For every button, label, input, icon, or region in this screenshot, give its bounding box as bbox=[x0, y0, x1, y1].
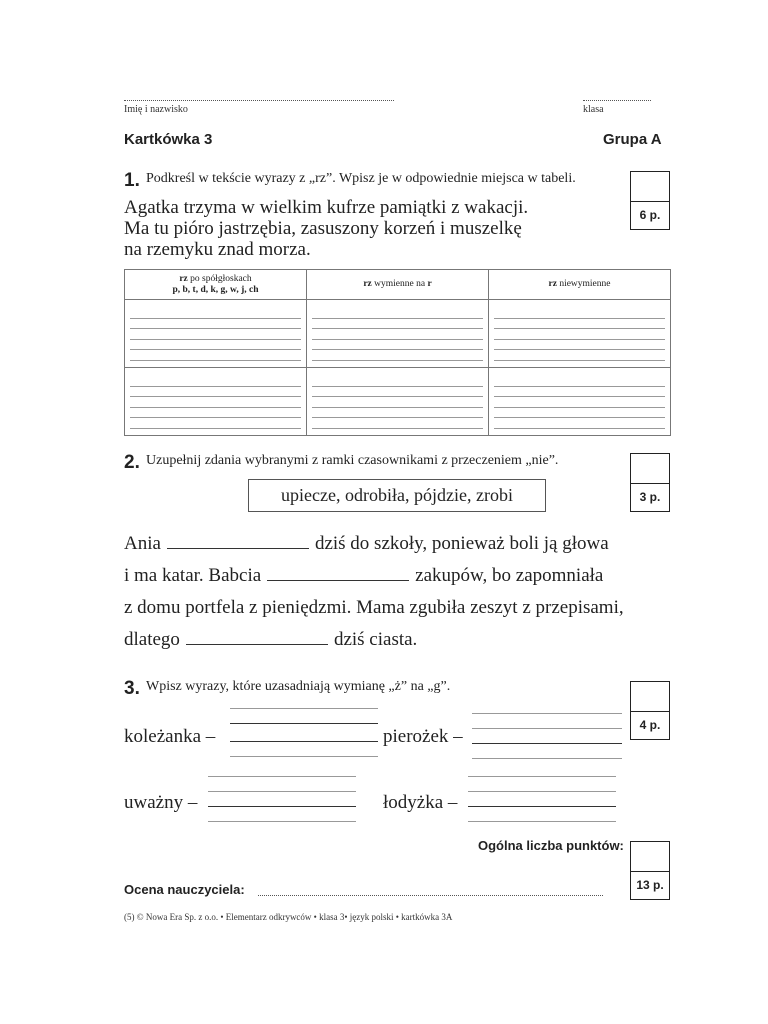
table-header-consonants: rz po spółgłoskach p, b, t, d, k, g, w, j, ch bbox=[125, 270, 307, 300]
answer-line[interactable] bbox=[208, 806, 356, 807]
task1-points-label: 6 p. bbox=[639, 208, 661, 222]
total-score-field[interactable] bbox=[631, 842, 669, 872]
table-header-exchangeable: rz wymienne na r bbox=[307, 270, 489, 300]
answer-line[interactable] bbox=[472, 713, 622, 714]
task3-instruction: Wpisz wyrazy, które uzasadniają wymianę „ż” na „g”. bbox=[146, 679, 451, 694]
name-label: Imię i nazwisko bbox=[124, 104, 188, 115]
class-dotted-line[interactable] bbox=[583, 100, 651, 101]
table-cell-answer[interactable] bbox=[307, 300, 489, 368]
blank-line[interactable] bbox=[186, 643, 328, 645]
table-cell-answer[interactable] bbox=[125, 368, 307, 436]
answer-line[interactable] bbox=[468, 776, 616, 777]
task3-score-field[interactable] bbox=[631, 682, 669, 712]
task1-instruction: Podkreśl w tekście wyrazy z „rz”. Wpisz je w odpowiednie miejsca w tabeli. bbox=[146, 171, 576, 186]
answer-line[interactable] bbox=[230, 708, 378, 709]
name-dotted-line[interactable] bbox=[124, 100, 394, 101]
answer-line[interactable] bbox=[208, 821, 356, 822]
task2-score-field[interactable] bbox=[631, 454, 669, 484]
quiz-title: Kartkówka 3 bbox=[124, 131, 213, 148]
task3-points-box bbox=[630, 681, 670, 740]
sentence-4: dlatego dziś ciasta. bbox=[124, 629, 418, 650]
word-pierozek: pierożek – bbox=[383, 726, 463, 747]
task2-number: 2. bbox=[124, 452, 140, 473]
task3-points-label: 4 p. bbox=[639, 718, 661, 732]
footer-credits: (5) © Nowa Era Sp. z o.o. • Elementarz odkrywców • klasa 3• język polski • kartkówka 3A bbox=[124, 912, 453, 922]
class-label: klasa bbox=[583, 104, 604, 115]
rz-table bbox=[124, 269, 671, 436]
answer-line[interactable] bbox=[208, 776, 356, 777]
sentence-1: Ania dziś do szkoły, ponieważ boli ją głowa bbox=[124, 533, 609, 554]
answer-line[interactable] bbox=[468, 791, 616, 792]
table-cell-answer[interactable] bbox=[489, 368, 671, 436]
task1-text bbox=[124, 197, 528, 260]
task1-score-field[interactable] bbox=[631, 172, 669, 202]
answer-line[interactable] bbox=[230, 741, 378, 742]
table-cell-answer[interactable] bbox=[125, 300, 307, 368]
word-kolezanka: koleżanka – bbox=[124, 726, 216, 747]
task1-text-line: na rzemyku znad morza. bbox=[124, 239, 311, 260]
total-points-label: Ogólna liczba punktów: bbox=[478, 838, 624, 853]
word-box-text: upiecze, odrobiła, pójdzie, zrobi bbox=[281, 485, 513, 505]
table-header-nonexchangeable: rz niewymienne bbox=[489, 270, 671, 300]
answer-line[interactable] bbox=[468, 806, 616, 807]
sentence-2: i ma katar. Babcia zakupów, bo zapomniała bbox=[124, 565, 604, 586]
group-label: Grupa A bbox=[603, 131, 662, 148]
word-lodyzka: łodyżka – bbox=[383, 792, 458, 813]
word-uwazny: uważny – bbox=[124, 792, 198, 813]
answer-line[interactable] bbox=[472, 758, 622, 759]
total-points-box bbox=[630, 841, 670, 900]
answer-line[interactable] bbox=[230, 756, 378, 757]
answer-line[interactable] bbox=[468, 821, 616, 822]
task2-points-label: 3 p. bbox=[639, 490, 661, 504]
task2-points-box bbox=[630, 453, 670, 512]
task1-points-box bbox=[630, 171, 670, 230]
sentence-3: z domu portfela z pieniędzmi. Mama zgubiła zeszyt z przepisami, bbox=[124, 597, 624, 618]
total-points-value: 13 p. bbox=[636, 878, 664, 892]
task3-number: 3. bbox=[124, 678, 140, 699]
teacher-grade-line[interactable] bbox=[258, 895, 603, 896]
table-cell-answer[interactable] bbox=[489, 300, 671, 368]
blank-line[interactable] bbox=[267, 579, 409, 581]
task1-text-line: Ma tu pióro jastrzębia, zasuszony korzeń i muszelkę bbox=[124, 218, 522, 239]
answer-line[interactable] bbox=[208, 791, 356, 792]
answer-line[interactable] bbox=[472, 743, 622, 744]
task2-instruction: Uzupełnij zdania wybranymi z ramki czasownikami z przeczeniem „nie”. bbox=[146, 453, 559, 468]
answer-line[interactable] bbox=[230, 723, 378, 724]
task1-text-line: Agatka trzyma w wielkim kufrze pamiątki z wakacji. bbox=[124, 197, 529, 218]
word-box bbox=[248, 479, 546, 512]
blank-line[interactable] bbox=[167, 547, 309, 549]
teacher-grade-label: Ocena nauczyciela: bbox=[124, 882, 245, 897]
table-cell-answer[interactable] bbox=[307, 368, 489, 436]
task1-number: 1. bbox=[124, 170, 140, 191]
answer-line[interactable] bbox=[472, 728, 622, 729]
